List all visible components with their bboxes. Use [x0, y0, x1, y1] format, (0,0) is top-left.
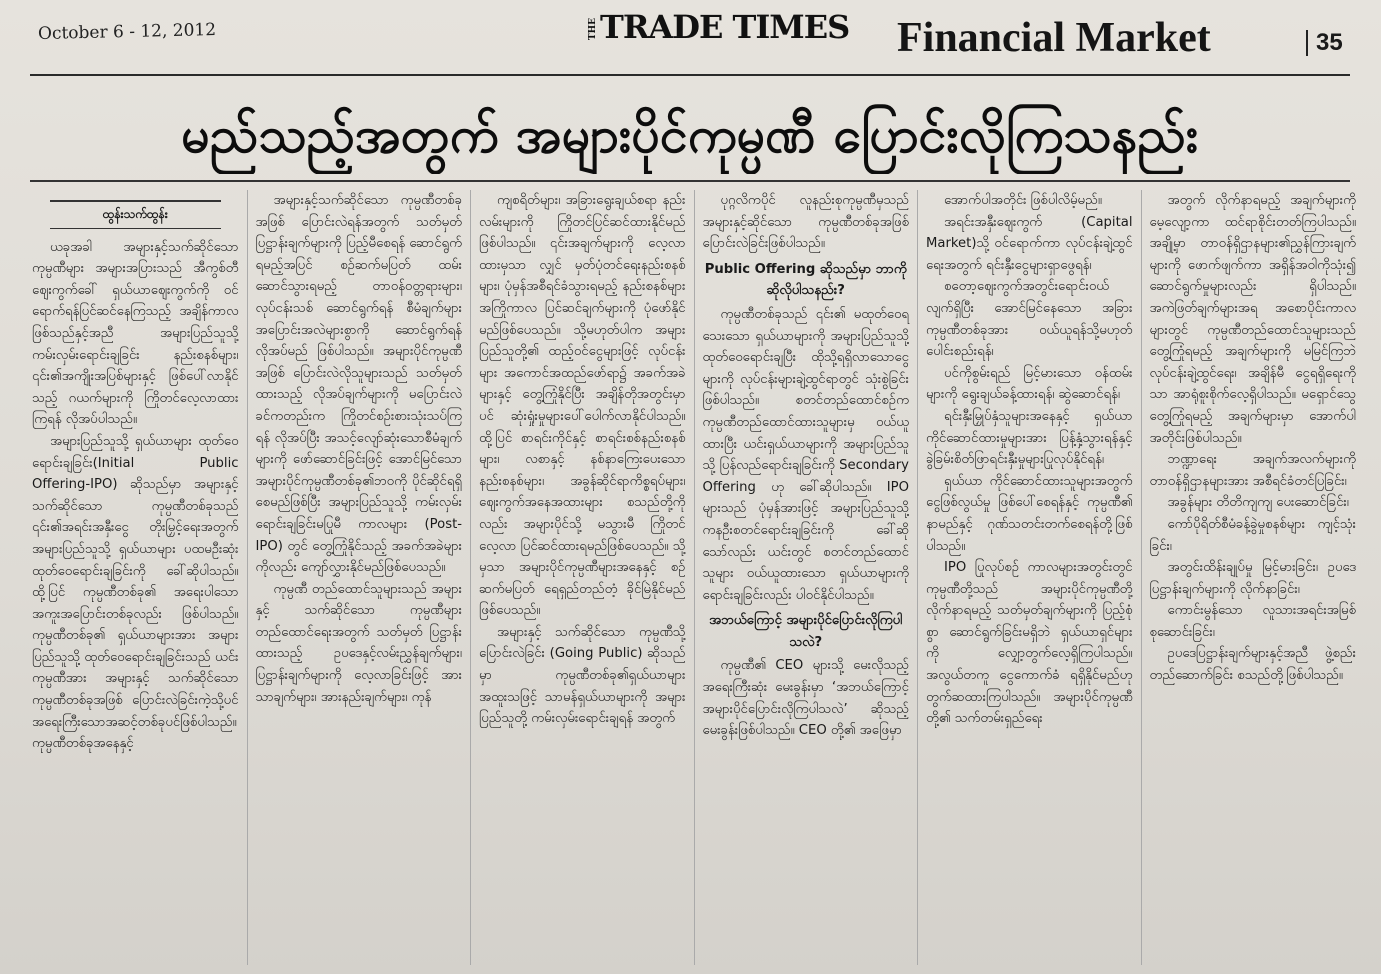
paragraph: ကုမ္ပဏီတစ်ခုသည် ၎င်း၏ မထုတ်ဝေရသေးသော ရှယ်ယာများကို အများပြည်သူသို့ ထုတ်ဝေရောင်းချပြီး ထိုသို့ရရှိလာသောငွေများကို လုပ်ငန်းများချဲ့ထွင်ရာတွင် သုံးစွဲခြင်းဖြစ်ပါသည်။ စတင်တည်ထောင်စဉ်က ကုမ္ပဏီတည်ထောင်ထားသူများမှ ဝယ်ယူထားပြီး ယင်းရှယ်ယာများကို အများပြည်သူသို့ ပြန်လည်ရောင်းချခြင်းကို Secondary Offering ဟု ခေါ်ဆိုပါသည်။ IPO များသည် ပုံမှန်အားဖြင့် အများပြည်သူသို့ ကနဦးစတင်ရောင်းချခြင်းကို ခေါ်ဆိုသော်လည်း ယင်းတွင် စတင်တည်ထောင်သူများ ဝယ်ယူထားသော ရှယ်ယာများကို ရောင်းချခြင်းလည်း ပါဝင်နိုင်ပါသည်။ [702, 306, 909, 603]
paragraph: စတော့ဈေးကွက်အတွင်းရောင်းဝယ်လျက်ရှိပြီး အောင်မြင်နေသော အခြားကုမ္ပဏီတစ်ခုအား ဝယ်ယူရန်သို့မဟုတ် ပေါင်းစည်းရန်၊ [926, 279, 1133, 360]
paragraph: ရှယ်ယာ ကိုင်ဆောင်ထားသူများအတွက် ငွေဖြစ်လွယ်မှု ဖြစ်ပေါ်စေရန်နှင့် ကုမ္ပဏီ၏ နာမည်နှင့် ဂုဏ်သတင်းတက်စေရန်တို့ဖြစ်ပါသည်။ [926, 473, 1133, 554]
paragraph: ပင်ကိုစွမ်းရည် မြင့်မားသော ဝန်ထမ်းများကို ရွေးချယ်ခန့်ထားရန်၊ ဆွဲဆောင်ရန်၊ [926, 365, 1133, 403]
paragraph: အများနှင့်သက်ဆိုင်သော ကုမ္ပဏီတစ်ခုအဖြစ် ပြောင်းလဲရန်အတွက် သတ်မှတ်ပြဋ္ဌာန်းချက်များကို ပြည့်မီစေရန် ဆောင်ရွက်ရမည့်အပြင် စဉ်ဆက်မပြတ် ထမ်းဆောင်သွားရမည့် တာဝန်ဝတ္တရားများ၊ လုပ်ငန်းသစ် ဆောင်ရွက်ရန် စီမံချက်များ အပြောင်းအလဲများစွာကို ဆောင်ရွက်ရန် လိုအပ်မည် ဖြစ်ပါသည်။ အများပိုင်ကုမ္ပဏီအဖြစ် ပြောင်းလဲလိုသူများသည် သတ်မှတ်ထားသည့် လိုအပ်ချက်များကို မပြောင်းလဲခင်ကတည်းက ကြိုတင်စဉ်းစားသုံးသပ်ကြရန် လိုအပ်ပြီး အသင့်လျော်ဆုံးသောစီမံချက်များကို ဖော်ဆောင်ခြင်းဖြင့် အောင်မြင်သော အများပိုင်ကုမ္ပဏီတစ်ခု၏ဘဝကို ပိုင်ဆိုင်ရရှိစေမည်ဖြစ်ပြီး အများပြည်သူသို့ ကမ်းလှမ်းရောင်းချခြင်းမပြုမီ ကာလများ (Post-IPO) တွင် တွေ့ကြုံနိုင်သည့် အခက်အခဲများကိုလည်း ကျော်လွှားနိုင်မည်ဖြစ်ပေသည်။ [255, 193, 462, 576]
brand-prefix: THE [588, 18, 598, 41]
article-headline: မည်သည့်အတွက် အများပိုင်ကုမ္ပဏီ ပြောင်းလိုကြသနည်း [181, 106, 1199, 164]
byline: ထွန်းသက်ထွန်း [50, 200, 221, 229]
top-rule [30, 74, 1350, 76]
publication-logo [588, 8, 849, 46]
column-4 [694, 190, 918, 965]
paragraph: ပုဂ္ဂလိကပိုင် လူနည်းစုကုမ္ပဏီမှသည် အများနှင့်ဆိုင်သော ကုမ္ပဏီတစ်ခုအဖြစ် ပြောင်းလဲခြင်းဖြစ်ပါသည်။ [702, 193, 909, 252]
paragraph: ကောင်းမွန်သော လူသားအရင်းအမြစ် စုဆောင်းခြင်း၊ [1149, 603, 1356, 640]
paragraph: အများပြည်သူသို့ ရှယ်ယာများ ထုတ်ဝေရောင်းချခြင်း(Initial Public Offering-IPO) ဆိုသည်မှာ အများနှင့် သက်ဆိုင်သော ကုမ္ပဏီတစ်ခုသည် ၎င်း၏အရင်းအနှီးငွေ တိုးမြှင့်ရေးအတွက် အများပြည်သူသို့ ရှယ်ယာများ ပထမဦးဆုံးထုတ်ဝေရောင်းချခြင်းကို ခေါ်ဆိုပါသည်။ ထို့ပြင် ကုမ္ပဏီတစ်ခု၏ အရေးပါသော အကူးအပြောင်းတစ်ခုလည်း ဖြစ်ပါသည်။ ကုမ္ပဏီတစ်ခု၏ ရှယ်ယာများအား အများပြည်သူသို့ ထုတ်ဝေရောင်းချခြင်းသည် ယင်းကုမ္ပဏီအား အများနှင့် သက်ဆိုင်သော ကုမ္ပဏီတစ်ခုအဖြစ် ပြောင်းလဲခြင်းကဲ့သို့ပင် အရေးကြီးသောအဆင့်တစ်ခုပင်ဖြစ်ပါသည်။ ကုမ္ပဏီတစ်ခုအနေနှင့် [32, 433, 239, 752]
subheading: အဘယ်ကြောင့် အများပိုင်ပြောင်းလိုကြပါသလဲ? [709, 613, 903, 650]
headline-rule [30, 180, 1350, 182]
subheading: Public Offering ဆိုသည်မှာ ဘာကိုဆိုလိုပါသနည်း? [704, 261, 907, 299]
brand-name: TRADE TIMES [600, 8, 850, 46]
column-6 [1141, 190, 1365, 965]
column-1 [24, 190, 247, 965]
paragraph: ကုမ္ပဏီ၏ CEO များသို့ မေးလိုသည့် အရေးကြီးဆုံး မေးခွန်းမှာ ‘အဘယ်ကြောင့် အများပိုင်ပြောင်းလိုကြပါသလဲ’ ဆိုသည့် မေးခွန်းဖြစ်ပါသည်။ CEO တို့၏ အဖြေမှာ [702, 658, 909, 739]
paragraph: ရင်းနှီးမြှုပ်နှံသူများအနေနှင့် ရှယ်ယာကိုင်ဆောင်ထားမှုများအား ပြန့်နှံ့သွားရန်နှင့် ခွဲခြမ်းစိတ်ဖြာရင်းနှီးမှုများပြုလုပ်နိုင်ရန်၊ [926, 408, 1133, 468]
column-2 [247, 190, 471, 965]
article-body [24, 190, 1364, 965]
paragraph: ဥပဒေပြဋ္ဌာန်းချက်များနှင့်အညီ ဖွဲ့စည်းတည်ဆောက်ခြင်း စသည်တို့ဖြစ်ပါသည်။ [1149, 646, 1356, 684]
paragraph: အရင်းအနှီးဈေးကွက် (Capital Market)သို့ ဝင်ရောက်ကာ လုပ်ငန်းချဲ့ထွင်ရေးအတွက် ရင်းနှီးငွေများရှာဖွေရန်၊ [926, 214, 1133, 273]
paragraph: ကျစရိတ်များ၊ အခြားရွေးချယ်စရာ နည်းလမ်းများကို ကြိုတင်ပြင်ဆင်ထားနိုင်မည် ဖြစ်ပါသည်။ ၎င်းအချက်များကို လေ့လာထားမှသာ လျှင် မှတ်ပုံတင်ရေးနည်းစနစ်များ၊ ပုံမှန်အစီရင်ခံသွားရမည့် နည်းစနစ်များ အကြိုကာလ ပြင်ဆင်ချက်များကို ပုံဖော်နိုင်မည်ဖြစ်ပေသည်။ သို့မဟုတ်ပါက အများပြည်သူတို့၏ ထည့်ဝင်ငွေများဖြင့် လုပ်ငန်းများ အကောင်အထည်ဖော်ရာ၌ အခက်အခဲများနှင့် တွေ့ကြုံနိုင်ပြီး အချိန်တိုအတွင်းမှာပင် ဆုံးရှုံးမှုများပေါ်ပေါက်လာနိုင်ပါသည်။ ထို့ပြင် စာရင်းကိုင်နှင့် စာရင်းစစ်နည်းစနစ်များ၊ လစာနှင့် နစ်နာကြေးပေးသော နည်းစနစ်များ၊ အခွန်ဆိုင်ရာကိစ္စရပ်များ၊ ဈေးကွက်အနေအထားများ စသည်တို့ကိုလည်း အများပိုင်သို့ မသွားမီ ကြိုတင်လေ့လာ ပြင်ဆင်ထားရမည်ဖြစ်ပေသည်။ သို့မှသာ အများပိုင်ကုမ္ပဏီများအနေနှင့် စဉ်ဆက်မပြတ် ရေရှည်တည်တံ့ ခိုင်မြဲနိုင်မည်ဖြစ်ပေသည်။ [479, 193, 686, 619]
section-title: Financial Market [897, 15, 1211, 61]
paragraph: ယခုအခါ အများနှင့်သက်ဆိုင်သောကုမ္ပဏီများ အများအပြားသည် အီကွစ်တီဈေးကွက်ခေါ် ရှယ်ယာဈေးကွက်ကို ဝင်ရောက်ရန်ပြင်ဆင်နေကြသည့် အချိန်ကာလဖြစ်သည်နှင့်အညီ အများပြည်သူသို့ ကမ်းလှမ်းရောင်းချခြင်း နည်းစနစ်များ၊ ၎င်း၏အကျိုးအပြစ်များနှင့် ဖြစ်ပေါ်လာနိုင်သည့် ဂယက်များကို ကြိုတင်လေ့လာထားကြရန် လိုအပ်ပါသည်။ [32, 239, 239, 428]
paragraph: ကော်ပိုရိတ်စီမံခန့်ခွဲမှုစနစ်များ ကျင့်သုံးခြင်း၊ [1149, 516, 1356, 554]
issue-date: October 6 - 12, 2012 [37, 19, 217, 45]
paragraph: အခွန်များ တိတိကျကျ ပေးဆောင်ခြင်း၊ [1167, 495, 1349, 511]
paragraph: အတွက် လိုက်နာရမည့် အချက်များကို မေ့လျော့ကာ ထင်ရာစိုင်းတတ်ကြပါသည်။ အချို့မှာ တာဝန်ရှိဌာနများ၏ညွှန်ကြားချက်များကို ဖောက်ဖျက်ကာ အရှိန်အဝါကိုသုံး၍ ဆောင်ရွက်မှုများလည်း ရှိပါသည်။ အကဲဖြတ်ချက်များအရ အစောပိုင်းကာလများတွင် ကုမ္ပဏီတည်ထောင်သူများသည် တွေ့ကြုံရမည့် အချက်များကို မမြင်ကြဘဲ လုပ်ငန်းချဲ့ထွင်ရေး၊ အချိန်မီ ငွေရရှိရေးကိုသာ အာရုံစူးစိုက်လေ့ရှိပါသည်။ မရှောင်သွေ တွေ့ကြုံရမည့် အချက်များမှာ အောက်ပါအတိုင်းဖြစ်ပါသည်။ [1149, 193, 1356, 446]
paragraph: ကုမ္ပဏီ တည်ထောင်သူများသည် အများနှင့် သက်ဆိုင်သော ကုမ္ပဏီများ တည်ထောင်ရေးအတွက် သတ်မှတ် ပြဋ္ဌာန်းထားသည့် ဥပဒေနှင့်လမ်းညွှန်ချက်များ၊ ပြဋ္ဌာန်းချက်များကို လေ့လာခြင်းဖြင့် အားသာချက်များ၊ အားနည်းချက်များ၊ ကုန် [255, 581, 462, 705]
paragraph: ဘဏ္ဍာရေး အချက်အလက်များကို တာဝန်ရှိဌာနများအား အစီရင်ခံတင်ပြခြင်း၊ [1149, 452, 1356, 489]
column-3 [470, 190, 694, 965]
paragraph: အများနှင့် သက်ဆိုင်သော ကုမ္ပဏီသို့ ပြောင်းလဲခြင်း (Going Public) ဆိုသည်မှာ ကုမ္ပဏီတစ်ခု၏ရှယ်ယာများ အထူးသဖြင့် သာမန်ရှယ်ယာများကို အများပြည်သူတို့ ကမ်းလှမ်းရောင်းချရန် အတွက် [479, 624, 686, 727]
paragraph: အောက်ပါအတိုင်း ဖြစ်ပါလိမ့်မည်။ [944, 193, 1102, 208]
column-5 [917, 190, 1141, 965]
paragraph: IPO ပြုလုပ်စဉ် ကာလများအတွင်းတွင် ကုမ္ပဏီတို့သည် အများပိုင်ကုမ္ပဏီတို့ လိုက်နာရမည့် သတ်မှတ်ချက်များကို ပြည့်စုံစွာ ဆောင်ရွက်ခြင်းမရှိဘဲ ရှယ်ယာရှင်များကို လျှော့တွက်လေ့ရှိကြပါသည်။ အလွယ်တကူ ငွေကောက်ခံ ရရှိနိုင်မည်ဟု တွက်ဆထားကြပါသည်။ အများပိုင်ကုမ္ပဏီတို့၏ သက်တမ်းရှည်ရေး [926, 560, 1133, 727]
page-number: 35 [1306, 30, 1343, 56]
paragraph: အတွင်းထိန်းချုပ်မှု မြင့်မားခြင်း၊ ဥပဒေပြဋ္ဌာန်းချက်များကို လိုက်နာခြင်း၊ [1149, 560, 1356, 597]
masthead [0, 0, 1381, 78]
